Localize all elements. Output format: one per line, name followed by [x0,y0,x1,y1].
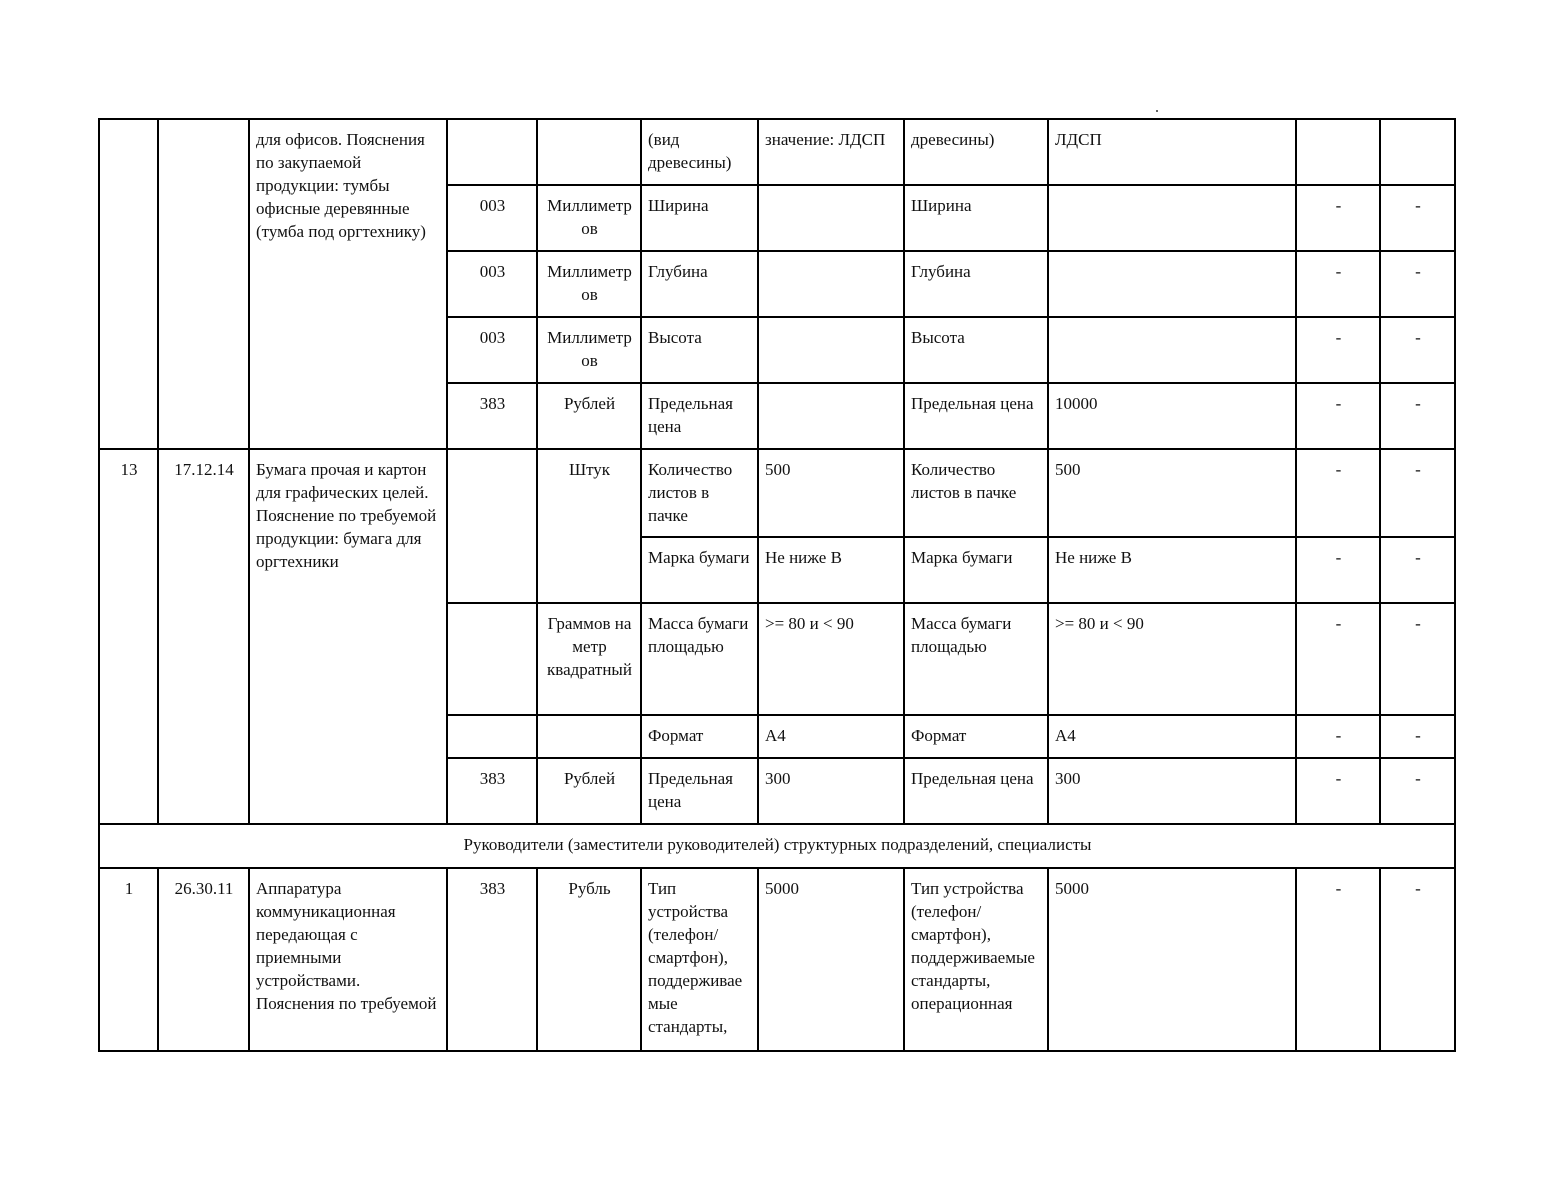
cell-value-2: 10000 [1048,383,1296,449]
cell-value [758,185,904,251]
cell-value [758,317,904,383]
cell-value-2 [1048,317,1296,383]
cell-unit: Рублей [537,758,641,824]
cell-okpd: 17.12.14 [158,449,249,824]
cell-num: 1 [99,868,158,1051]
cell-unit: Миллиметров [537,317,641,383]
cell-code [447,119,537,185]
cell-code: 383 [447,383,537,449]
procurement-table [98,118,1456,1052]
cell-characteristic-2: Тип устройства (телефон/смартфон), поддерживаемые стандарты, операционная [904,868,1048,1051]
cell-extra-2: - [1380,317,1455,383]
cell-unit [537,715,641,758]
cell-value: Не ниже В [758,537,904,603]
cell-value-2: ЛДСП [1048,119,1296,185]
cell-extra-1: - [1296,537,1380,603]
cell-characteristic: Высота [641,317,758,383]
cell-characteristic: Ширина [641,185,758,251]
cell-unit: Граммов на метр квадратный [537,603,641,715]
cell-value-2: А4 [1048,715,1296,758]
cell-value-2: >= 80 и < 90 [1048,603,1296,715]
cell-extra-2: - [1380,868,1455,1051]
table-row [99,119,1455,185]
cell-code: 003 [447,185,537,251]
cell-value: значение: ЛДСП [758,119,904,185]
cell-value-2: 300 [1048,758,1296,824]
cell-okpd: 26.30.11 [158,868,249,1051]
cell-extra-2: - [1380,251,1455,317]
cell-unit: Рублей [537,383,641,449]
cell-value: 5000 [758,868,904,1051]
cell-unit [537,119,641,185]
scan-speck [1156,110,1158,112]
cell-code: 383 [447,758,537,824]
cell-code: 003 [447,251,537,317]
cell-value: 300 [758,758,904,824]
cell-okpd [158,119,249,449]
cell-characteristic-2: Количество листов в пачке [904,449,1048,537]
cell-code [447,603,537,715]
cell-code [447,449,537,603]
cell-characteristic-2: Масса бумаги площадью [904,603,1048,715]
cell-characteristic-2: Предельная цена [904,758,1048,824]
cell-value [758,251,904,317]
cell-value: >= 80 и < 90 [758,603,904,715]
cell-characteristic-2: Высота [904,317,1048,383]
cell-characteristic: Формат [641,715,758,758]
cell-item-name: Бумага прочая и картон для графических целей. Пояснение по требуемой продукции: бумага для оргтехники [249,449,447,824]
cell-characteristic-2: Марка бумаги [904,537,1048,603]
cell-extra-2: - [1380,449,1455,537]
cell-extra-2: - [1380,715,1455,758]
cell-item-name: для офисов. Пояснения по закупаемой продукции: тумбы офисные деревянные (тумба под оргтехнику) [249,119,447,449]
cell-extra-1: - [1296,251,1380,317]
cell-extra-2: - [1380,603,1455,715]
cell-extra-2: - [1380,537,1455,603]
cell-characteristic: Количество листов в пачке [641,449,758,537]
cell-code [447,715,537,758]
cell-characteristic-2: древесины) [904,119,1048,185]
table-row [99,868,1455,1051]
cell-characteristic: Предельная цена [641,383,758,449]
cell-extra-1: - [1296,603,1380,715]
cell-characteristic: Предельная цена [641,758,758,824]
cell-extra-1: - [1296,758,1380,824]
cell-num [99,119,158,449]
cell-value: 500 [758,449,904,537]
cell-extra-1: - [1296,317,1380,383]
cell-unit: Штук [537,449,641,603]
cell-value-2 [1048,251,1296,317]
cell-extra-1: - [1296,185,1380,251]
cell-value-2: 500 [1048,449,1296,537]
section-row [99,824,1455,868]
cell-extra-2: - [1380,185,1455,251]
cell-extra-2: - [1380,383,1455,449]
cell-characteristic-2: Предельная цена [904,383,1048,449]
cell-code: 383 [447,868,537,1051]
cell-extra-1: - [1296,868,1380,1051]
cell-characteristic: Масса бумаги площадью [641,603,758,715]
cell-extra-1: - [1296,449,1380,537]
table-row [99,449,1455,537]
cell-value-2: 5000 [1048,868,1296,1051]
cell-characteristic: Глубина [641,251,758,317]
cell-unit: Миллиметров [537,185,641,251]
cell-extra-1: - [1296,383,1380,449]
cell-value-2 [1048,185,1296,251]
cell-characteristic: (вид древесины) [641,119,758,185]
cell-characteristic-2: Глубина [904,251,1048,317]
cell-code: 003 [447,317,537,383]
cell-characteristic-2: Формат [904,715,1048,758]
cell-extra-1 [1296,119,1380,185]
section-title: Руководители (заместители руководителей) структурных подразделений, специалисты [99,824,1455,868]
cell-value-2: Не ниже В [1048,537,1296,603]
cell-unit: Миллиметров [537,251,641,317]
cell-extra-1: - [1296,715,1380,758]
cell-extra-2: - [1380,758,1455,824]
cell-value: А4 [758,715,904,758]
cell-extra-2 [1380,119,1455,185]
cell-characteristic-2: Ширина [904,185,1048,251]
cell-characteristic: Тип устройства (телефон/смартфон), поддерживаемые стандарты, [641,868,758,1051]
cell-value [758,383,904,449]
cell-unit: Рубль [537,868,641,1051]
cell-num: 13 [99,449,158,824]
cell-item-name: Аппаратура коммуникационная передающая с приемными устройствами. Пояснения по требуемой [249,868,447,1051]
cell-characteristic: Марка бумаги [641,537,758,603]
